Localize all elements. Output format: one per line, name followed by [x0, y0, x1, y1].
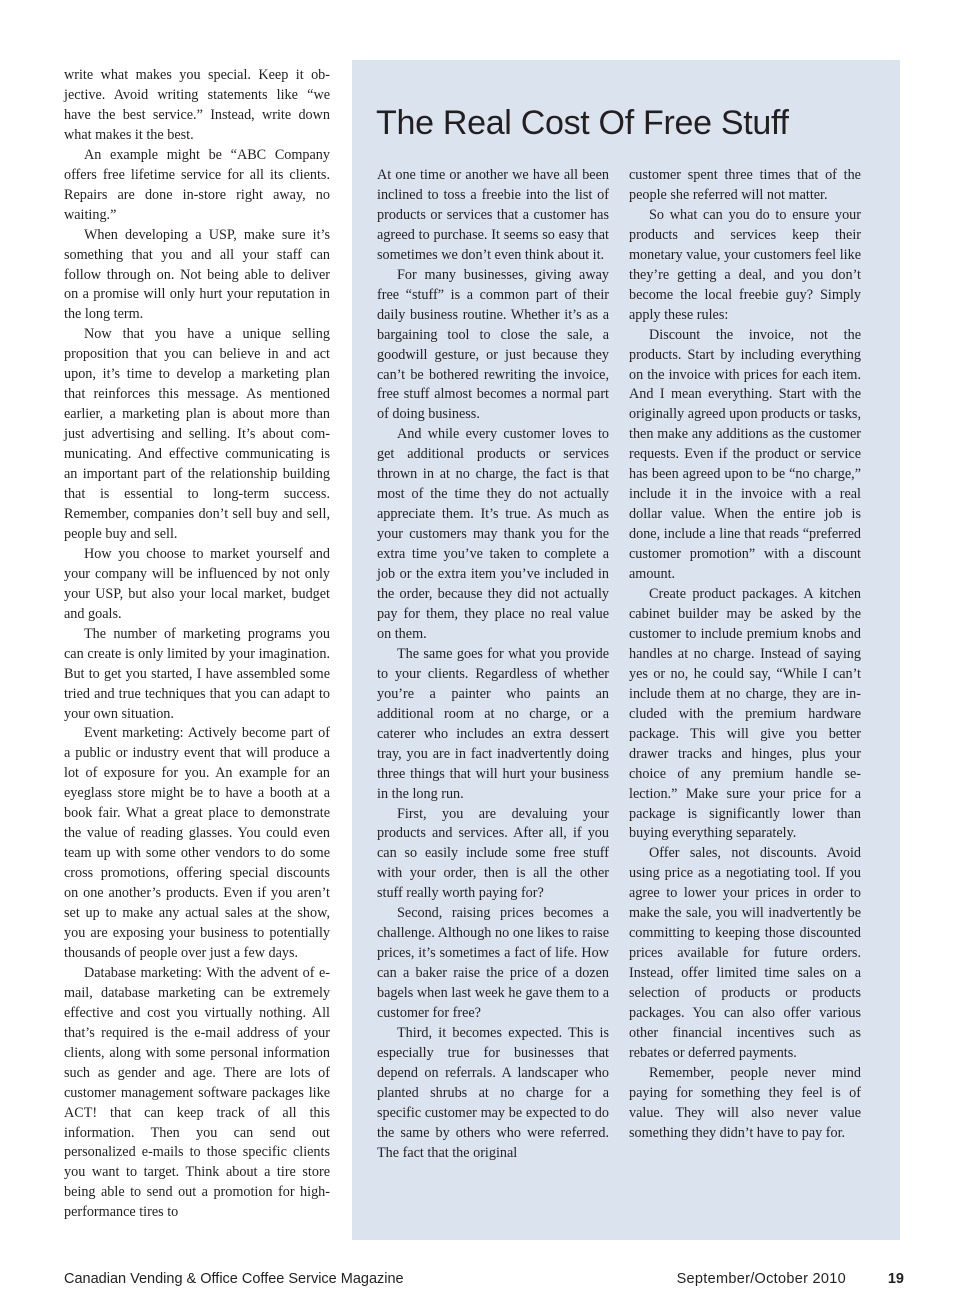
paragraph: Now that you have a unique selling proposition that you can believe in and act upon, it’s time to develop a marketing plan that reinforces this message. As mentioned earlier, a marketing plan is about more than just advertising and selling. It’s about communicating. And effective communicating is an important part of the relationship building that is essential to long-term success. Remember, companies don’t sell buy and sell, people buy and sell.	[64, 326, 330, 542]
paragraph: Event marketing: Actively become part of a public or industry event that will produce a lot of exposure for you. An example for an eyeglass store might be to have a booth at a book fair. What a great place to demonstrate the value of reading glasses. You could even team up with some other vendors to do some cross promotions, offering special discounts on one another’s products. Even if you aren’t set up to make any actual sales at the show, you are exposing your business to potentially thousands of people over just a few days.	[64, 725, 330, 961]
issue-date: September/October 2010	[676, 1271, 846, 1287]
paragraph: Database marketing: With the advent of e-mail, database marketing can be extremely effective and cost you virtually nothing. All that’s required is the e-mail address of your clients, along with some personal information such as gender and age. There are lots of customer management software packages like ACT! that can keep track of all this information. Then you can send out personalized e-mails to those specific clients you want to target. Think about a tire store being able to send out a promotion for high-performance tires to	[64, 964, 330, 1221]
left-article-column	[64, 66, 330, 1223]
sidebar-box	[352, 60, 900, 1240]
paragraph: Third, it becomes expected. This is especially true for businesses that depend on referrals. A landscaper who planted shrubs at no charge for a specific customer may be expected to do the same by others who were referred. The fact that the original	[377, 1024, 609, 1161]
page-footer	[64, 1271, 904, 1291]
paragraph: Offer sales, not discounts. Avoid using price as a negotiating tool. If you agree to lower your prices in order to make the sale, you will inadvertently be committing to keeping those discounted prices available for future orders. Instead, offer limited time sales on a selection of products or products packages. You can also offer various other financial incentives such as rebates or deferred payments.	[629, 845, 861, 1061]
paragraph: An example might be “ABC Company offers free lifetime service for all its clients. Repairs are done in-store right away, no waiting.”	[64, 146, 330, 223]
sidebar-column-2	[629, 166, 861, 1144]
paragraph: Discount the invoice, not the products. Start by including everything on the invoice with prices for each item. And I mean everything. Start with the originally agreed upon products or tasks, then make any additions as the customer requests. Even if the product or service has been agreed upon to be “no charge,” include it in the invoice with a real dollar value. When the entire job is done, include a line that reads “preferred customer promotion” with a discount amount.	[629, 326, 861, 583]
paragraph: At one time or another we have all been inclined to toss a freebie into the list of products or services that a customer has agreed to purchase. It seems so easy that sometimes we don’t even think about it.	[377, 167, 609, 263]
paragraph: Second, raising prices becomes a challenge. Although no one likes to raise prices, it’s sometimes a fact of life. How can a baker raise the price of a dozen bagels when last week he gave them to a customer for free?	[377, 905, 609, 1022]
paragraph: First, you are devaluing your products and services. After all, if you can so easily include some free stuff with your order, then is all the other stuff really worth paying for?	[377, 805, 609, 902]
paragraph: The number of marketing programs you can create is only limited by your imagination. But to get you started, I have assembled some tried and true techniques that you can adapt to your own situation.	[64, 625, 330, 722]
paragraph: When developing a USP, make sure it’s something that you and all your staff can follow through on. Not being able to deliver on a promise will only hurt your reputation in the long term.	[64, 226, 330, 323]
sidebar-title: The Real Cost Of Free Stuff	[376, 104, 789, 142]
paragraph: customer spent three times that of the people she referred will not matter.	[629, 167, 861, 203]
paragraph: write what makes you special. Keep it objective. Avoid writing statements like “we have the best service.” Instead, write down what makes it the best.	[64, 67, 330, 143]
paragraph: Remember, people never mind paying for something they feel is of value. They will also never value something they didn’t have to pay for.	[629, 1064, 861, 1141]
paragraph: So what can you do to ensure your products and services keep their monetary value, your customers feel like they’re getting a deal, and you don’t become the local freebie guy? Simply apply these rules:	[629, 206, 861, 323]
paragraph: Create product packages. A kitchen cabinet builder may be asked by the customer to include premium knobs and handles at no charge. Instead of saying yes or no, he could say, “While I can’t include them at no charge, they are included with the premium hardware package. This will give you better drawer tracks and hinges, plus your choice of any premium handle selection.” Make sure your price for a package is significantly lower than buying everything separately.	[629, 586, 861, 842]
sidebar-column-1	[377, 166, 609, 1164]
magazine-name: Canadian Vending & Office Coffee Service Magazine	[64, 1271, 404, 1287]
paragraph: The same goes for what you provide to your clients. Regardless of whether you’re a painter who paints an additional room at no charge, or a caterer who includes an extra dessert tray, you are in fact inadvertently doing three things that will hurt your business in the long run.	[377, 645, 609, 802]
page-number: 19	[887, 1271, 904, 1287]
paragraph: And while every customer loves to get additional products or services thrown in at no charge, the fact is that most of the time they do not actually appreciate them. It’s true. As much as your customers may thank you for the extra time you’ve taken to complete a job or the extra item you’ve included in the order, because they did not actually pay for them, they place no real value on them.	[377, 426, 609, 642]
paragraph: For many businesses, giving away free “stuff” is a common part of their daily business routine. Whether it’s as a bargaining tool to close the sale, a goodwill gesture, or just because they can’t be bothered rewriting the invoice, free stuff almost becomes a normal part of doing business.	[377, 266, 609, 423]
paragraph: How you choose to market yourself and your company will be influenced by not only your USP, but also your local market, budget and goals.	[64, 545, 330, 622]
